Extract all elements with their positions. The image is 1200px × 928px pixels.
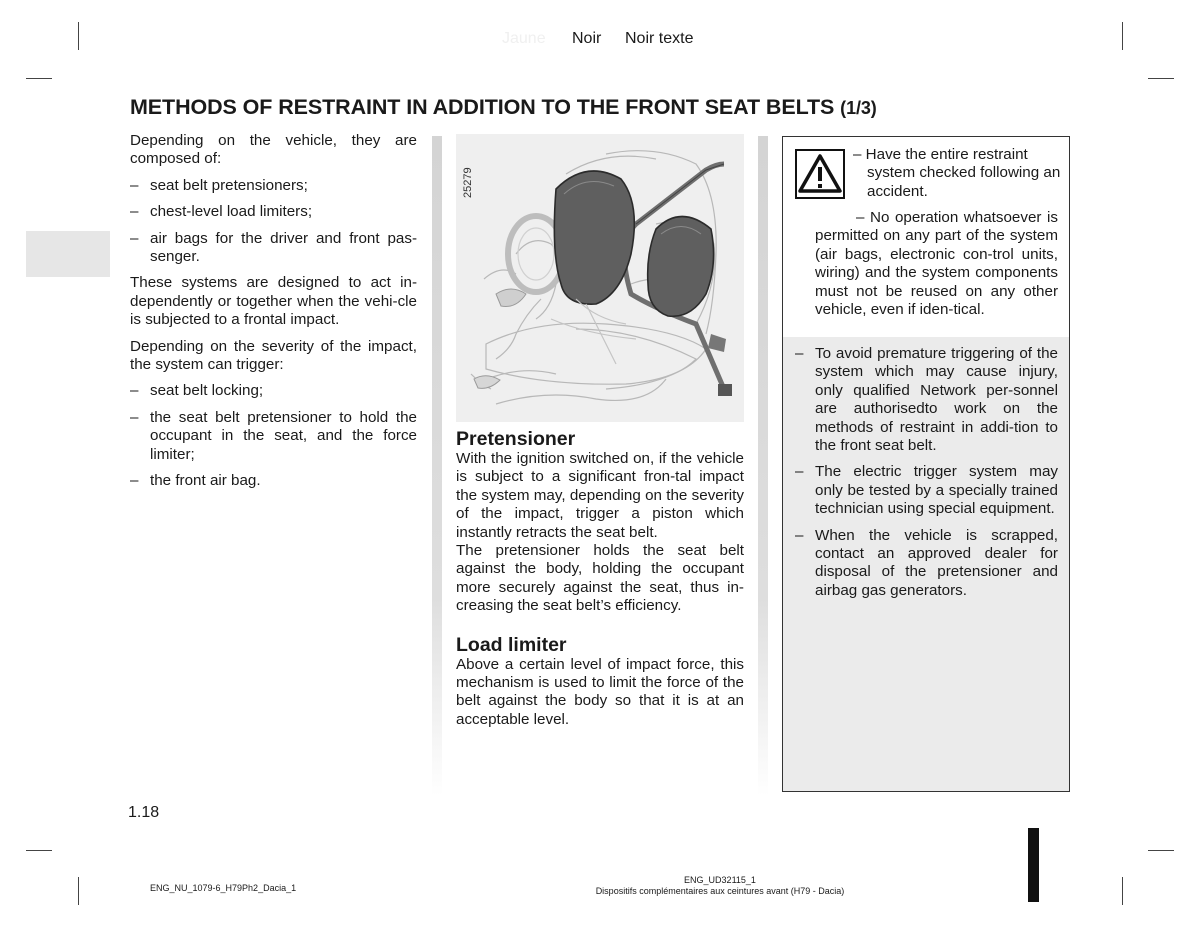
warning-list xyxy=(795,345,1058,608)
color-separation-labels xyxy=(0,30,1200,50)
list-item: – seat belt pretensioners; xyxy=(130,177,417,195)
illustration-ref-number: 25279 xyxy=(462,167,474,198)
middle-column xyxy=(456,428,744,729)
warning-item-1: – Have the entire restraint system checked following an accident. xyxy=(853,146,1061,200)
page-title-main: METHODS OF RESTRAINT IN ADDITION TO THE FRONT SEAT BELTS xyxy=(130,95,835,119)
doc-code-left: ENG_NU_1079-6_H79Ph2_Dacia_1 xyxy=(150,883,297,893)
left-column xyxy=(130,132,417,499)
column-divider-right xyxy=(758,136,768,796)
chapter-marker-bar xyxy=(1028,828,1039,902)
crop-mark-right-bottom xyxy=(1148,850,1174,851)
pretensioner-heading: Pretensioner xyxy=(456,428,576,450)
crop-mark-bottom-right xyxy=(1122,877,1123,905)
doc-footer-center xyxy=(520,875,920,897)
list-item: – When the vehicle is scrapped, contact an approved dealer for disposal of the pretensioner and airbag gas generators. xyxy=(795,527,1058,601)
label-noir: Noir xyxy=(572,30,602,47)
list-item: – the front air bag. xyxy=(130,472,417,490)
load-limiter-paragraph: Above a certain level of impact force, this mechanism is used to limit the force of the belt against the body so that it is at an acceptable level. xyxy=(456,655,744,728)
label-jaune: Jaune xyxy=(502,30,546,47)
pretensioner-paragraph-1: With the ignition switched on, if the vehicle is subject to a significant fron-tal impact the system may, depending on the severity of the impact, trigger a piston which instantly retracts the seat belt. xyxy=(456,450,744,541)
page-title-part: (1/3) xyxy=(840,98,877,118)
intro-text: Depending on the vehicle, they are composed of: xyxy=(130,132,417,168)
seat-airbag-drawing xyxy=(456,134,744,422)
pretensioner-paragraph-2: The pretensioner holds the seat belt against the body, holding the occupant more securely against the seat, thus in-creasing the seat belt’s efficiency. xyxy=(456,542,744,615)
page-number: 1.18 xyxy=(128,804,160,821)
components-list xyxy=(130,177,417,267)
crop-mark-bottom-left xyxy=(78,877,79,905)
severity-intro: Depending on the severity of the impact, the system can trigger: xyxy=(130,337,417,374)
list-item: – air bags for the driver and front pas-senger. xyxy=(130,230,417,267)
warning-item-2: – No operation whatsoever is permitted on any part of the system (air bags, electronic con-trol units, wiring) and the system components must not be reused on any other vehicle, even if iden-tical. xyxy=(815,209,1058,319)
airbag-illustration xyxy=(456,134,744,422)
warning-triangle-icon xyxy=(795,149,845,199)
list-item: – To avoid premature triggering of the system which may cause injury, only qualified Network per-sonnel are authorisedto work on the methods of restraint in addi-tion to the front seat belt. xyxy=(795,345,1058,455)
doc-code-mid: ENG_UD32115_1 xyxy=(684,875,756,885)
crop-mark-left-bottom xyxy=(26,850,52,851)
crop-mark-left-top xyxy=(26,78,52,79)
list-item: – The electric trigger system may only be tested by a specially trained technician using special equipment. xyxy=(795,463,1058,518)
page-title xyxy=(130,95,1090,120)
section-tab xyxy=(26,231,110,277)
crop-mark-right-top xyxy=(1148,78,1174,79)
warning-box xyxy=(782,136,1070,792)
list-item: – chest-level load limiters; xyxy=(130,203,417,221)
list-item: – seat belt locking; xyxy=(130,382,417,400)
load-limiter-heading: Load limiter xyxy=(456,633,567,656)
label-noir-texte: Noir texte xyxy=(625,30,694,47)
list-item: – the seat belt pretensioner to hold the occupant in the seat, and the force limiter; xyxy=(130,409,417,464)
triggers-list xyxy=(130,382,417,490)
column-divider-left xyxy=(432,136,442,796)
doc-title-mid: Dispositifs complémentaires aux ceintures avant (H79 - Dacia) xyxy=(595,886,845,896)
systems-text: These systems are designed to act in-dependently or together when the vehi-cle is subjected to a frontal impact. xyxy=(130,274,417,329)
